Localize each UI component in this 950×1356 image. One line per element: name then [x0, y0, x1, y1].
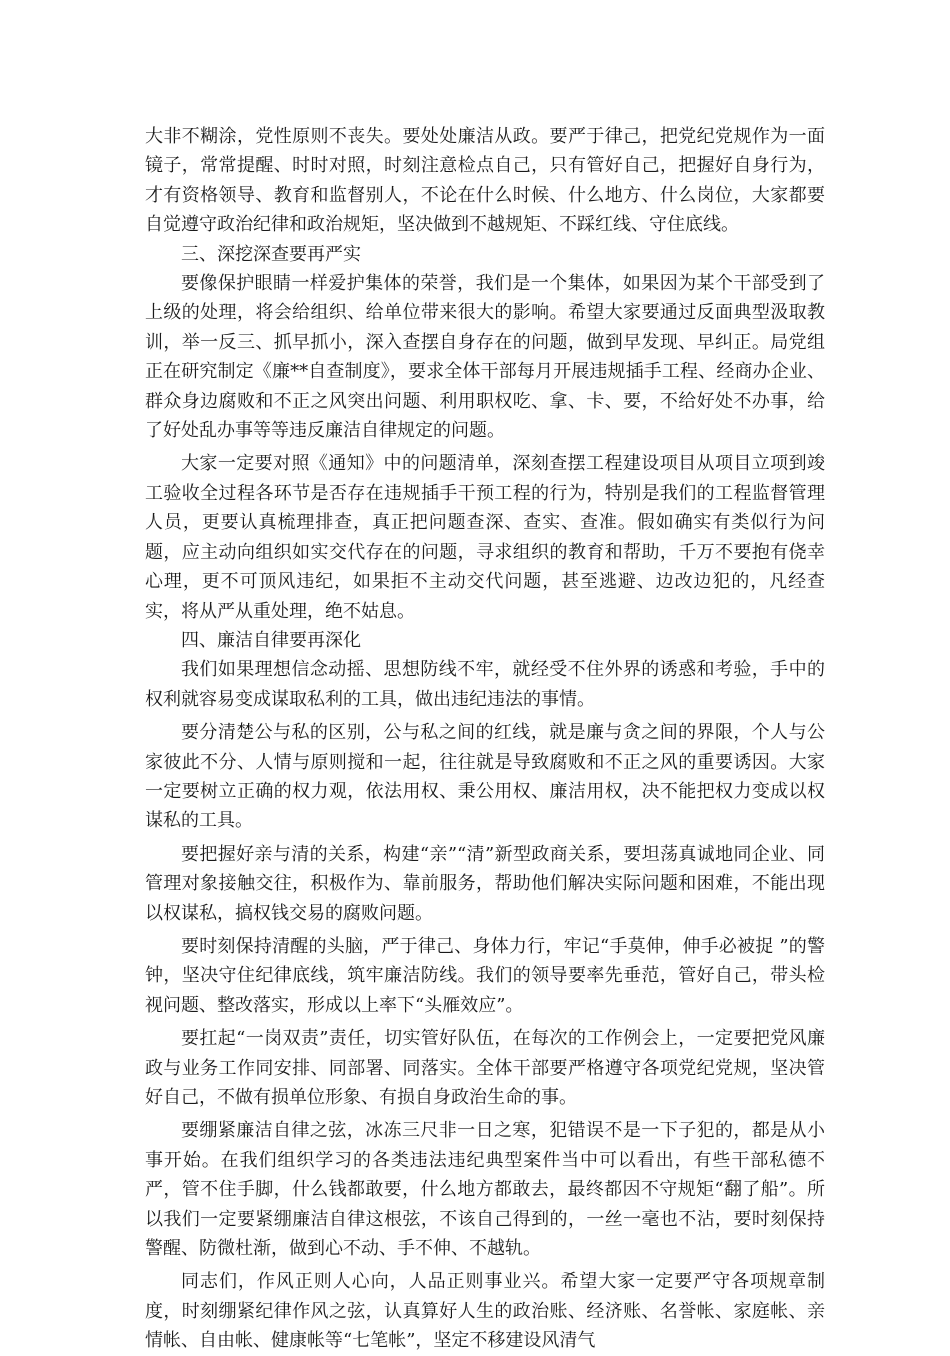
section-heading-4: 四、廉洁自律要再深化: [181, 629, 361, 651]
paragraph: 大家一定要对照《通知》中的问题清单，深刻查摆工程建设项目从项目立项到竣工验收全过程各环节是否存在违规插手干预工程的行为，特别是我们的工程监督管理人员，更要认真梳理排查，真正把问题查深、查实、查准。假如确实有类似行为问题，应主动向组织如实交代存在的问题，寻求组织的教育和帮助，千万不要抱有侥幸心理，更不可顶风违纪，如果拒不主动交代问题，甚至逃避、边改边犯的，凡经查实，将从严从重处理，绝不姑息。: [145, 453, 825, 622]
paragraph: 我们如果理想信念动摇、思想防线不牢，就经受不住外界的诱惑和考验，手中的权利就容易变成谋取私利的工具，做出违纪违法的事情。: [145, 659, 825, 710]
paragraph: 要分清楚公与私的区别，公与私之间的红线，就是廉与贪之间的界限，个人与公家彼此不分、人情与原则搅和一起，往往就是导致腐败和不正之风的重要诱因。大家一定要树立正确的权力观，依法用权、秉公用权、廉洁用权，决不能把权力变成以权谋私的工具。: [145, 722, 825, 832]
paragraph: 要扛起“一岗双责”责任，切实管好队伍，在每次的工作例会上，一定要把党风廉政与业务工作同安排、同部署、同落实。全体干部要严格遵守各项党纪党规，坚决管好自己，不做有损单位形象、有损自身政治生命的事。: [145, 1028, 825, 1108]
paragraph: 要时刻保持清醒的头脑，严于律己、身体力行，牢记“手莫伸，伸手必被捉 ”的警钟，坚决守住纪律底线，筑牢廉洁防线。我们的领导要率先垂范，管好自己，带头检视问题、整改落实，形成以上率下“头雁效应”。: [145, 935, 825, 1016]
document-body: [145, 122, 825, 1356]
paragraph: 要绷紧廉洁自律之弦，冰冻三尺非一日之寒，犯错误不是一下子犯的，都是从小事开始。在我们组织学习的各类违法违纪典型案件当中可以看出，有些干部私德不严，管不住手脚，什么钱都敢要，什么地方都敢去，最终都因不守规矩“翻了船”。所以我们一定要紧绷廉洁自律这根弦，不该自己得到的，一丝一毫也不沾，要时刻保持警醒、防微杜渐，做到心不动、手不伸、不越轨。: [145, 1120, 825, 1260]
section-heading-3: 三、深挖深查要再严实: [181, 243, 361, 265]
paragraph: 要像保护眼睛一样爱护集体的荣誉，我们是一个集体，如果因为某个干部受到了上级的处理，将会给组织、给单位带来很大的影响。希望大家要通过反面典型汲取教训，举一反三、抓早抓小，深入查摆自身存在的问题，做到早发现、早纠正。局党组正在研究制定《廉**自查制度》，要求全体干部每月开展违规插手工程、经商办企业、群众身边腐败和不正之风突出问题、利用职权吃、拿、卡、要，不给好处不办事，给了好处乱办事等等违反廉洁自律规定的问题。: [145, 273, 825, 442]
paragraph-continuation: 大非不糊涂，党性原则不丧失。要处处廉洁从政。要严于律己，把党纪党规作为一面镜子，常常提醒、时时对照，时刻注意检点自己，只有管好自己，把握好自身行为，才有资格领导、教育和监督别人，不论在什么时候、什么地方、什么岗位，大家都要自觉遵守政治纪律和政治规矩，坚决做到不越规矩、不踩红线、守住底线。: [145, 126, 825, 236]
paragraph-last: 同志们，作风正则人心向，人品正则事业兴。希望大家一定要严守各项规章制度，时刻绷紧纪律作风之弦，认真算好人生的政治账、经济账、名誉帐、家庭帐、亲情帐、自由帐、健康帐等“七笔帐”，坚定不移建设风清气: [145, 1271, 825, 1352]
paragraph: 要把握好亲与清的关系，构建“亲”“清”新型政商关系，要坦荡真诚地同企业、同管理对象接触交往，积极作为、靠前服务，帮助他们解决实际问题和困难，不能出现以权谋私，搞权钱交易的腐败问题。: [145, 843, 825, 924]
